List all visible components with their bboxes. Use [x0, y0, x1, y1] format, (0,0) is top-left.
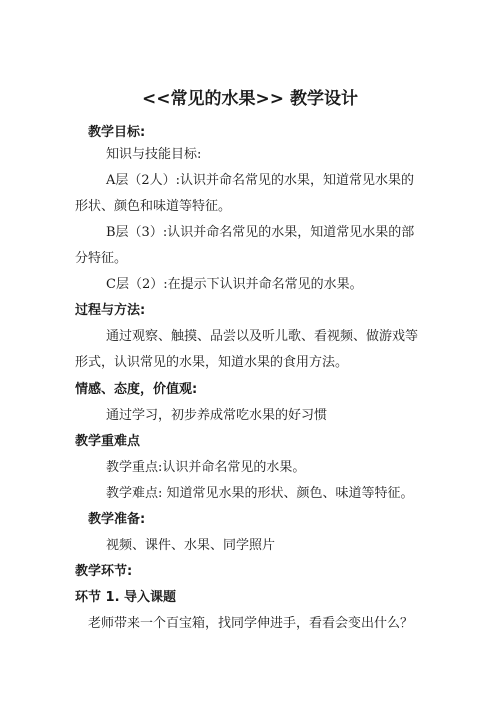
heading-objectives: 教学目标: [88, 125, 146, 140]
heading-teaching-steps: 教学环节: [75, 564, 133, 579]
text-line: 通过学习，初步养成常吃水果的好习惯 [106, 408, 328, 423]
heading-key-difficult-points: 教学重难点 [75, 434, 141, 449]
text-line: B层（3）:认识并命名常见的水果，知道常见水果的部 [106, 225, 415, 240]
heading-attitude-values: 情感、态度，价值观: [75, 382, 198, 397]
text-line: 教学难点: 知道常见水果的形状、颜色、味道等特征。 [106, 486, 414, 501]
text-line: C层（2）:在提示下认识并命名常见的水果。 [106, 277, 363, 292]
text-line: A层（2人）:认识并命名常见的水果，知道常见水果的 [106, 173, 415, 188]
text-line: 分特征。 [75, 251, 128, 266]
text-line: 形式，认识常见的水果，知道水果的食用方法。 [75, 355, 349, 370]
text-line: 教学重点:认识并命名常见的水果。 [106, 460, 306, 475]
heading-process-methods: 过程与方法: [75, 303, 146, 318]
heading-preparation: 教学准备: [88, 512, 146, 527]
text-line: 老师带来一个百宝箱，找同学伸进手，看看会变出什么？ [88, 616, 414, 631]
text-line: 形状、颜色和味道等特征。 [75, 199, 232, 214]
heading-step-1: 环节 1. 导入课题 [75, 590, 177, 605]
text-line: 通过观察、触摸、品尝以及听儿歌、看视频、做游戏等 [106, 329, 419, 344]
text-line: 知识与技能目标: [106, 147, 202, 162]
document-title: <<常见的水果>> 教学设计 [142, 89, 358, 109]
text-line: 视频、课件、水果、同学照片 [106, 538, 276, 553]
